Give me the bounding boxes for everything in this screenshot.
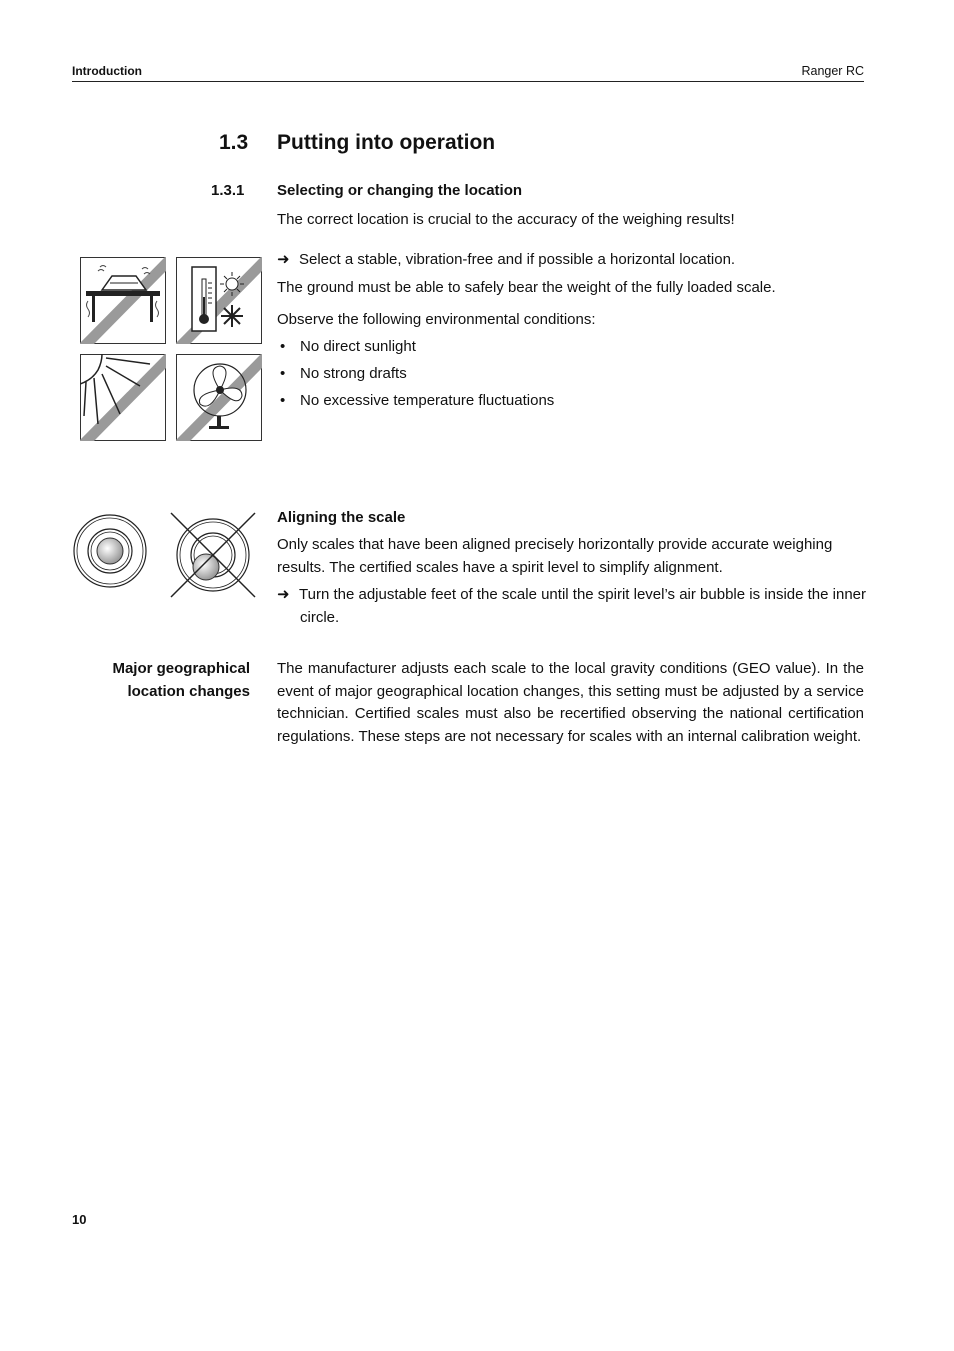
aligning-instruction [277,584,887,629]
list-item: • No strong drafts [277,363,407,385]
geo-side-label: Major geographical location changes [112,660,250,700]
running-header-section: Introduction [72,64,142,78]
list-item: • No excessive temperature fluctuations [277,390,554,412]
header-rule [72,81,864,82]
conditions-intro: Observe the following environmental conditions: [277,311,596,328]
running-header-product: Ranger RC [801,64,864,78]
level-wrong-icon [168,511,258,599]
section-number: 1.3 [219,131,249,154]
sunlight-icon [80,354,166,441]
level-correct-icon [72,513,148,589]
aligning-body: Only scales that have been aligned precisely horizontally provide accurate weighing results. The certified scales have a spirit level to simplify alignment. [277,536,833,576]
location-intro: The correct location is crucial to the accuracy of the weighing results! [277,211,735,228]
list-item: • No direct sunlight [277,336,416,358]
temperature-icon [176,257,262,344]
subsection-title: Selecting or changing the location [277,182,523,199]
aligning-instruction-text: Turn the adjustable feet of the scale until the spirit level’s air bubble is inside the inner circle. [299,586,866,626]
ground-note: The ground must be able to safely bear the weight of the fully loaded scale. [277,279,776,296]
geo-body: The manufacturer adjusts each scale to the local gravity conditions (GEO value). In the event of major geographical location changes, this setting must be adjusted by a service technician. Certified scales must also be recertified observing the national certification regulations. These steps are not necessary for scales with an internal calibration weight. [277,660,864,745]
section-title: Putting into operation [277,131,496,154]
location-instruction-text: Select a stable, vibration-free and if possible a horizontal location. [299,251,736,268]
vibrating-table-icon [80,257,166,344]
arrow-icon: ➜ [277,586,290,603]
subsection-number: 1.3.1 [211,182,245,199]
fan-draft-icon [176,354,262,441]
bullet-icon: • [280,365,286,382]
arrow-icon: ➜ [277,251,290,268]
bullet-icon: • [280,392,286,409]
page-number: 10 [72,1212,87,1227]
aligning-title: Aligning the scale [277,509,406,526]
bullet-icon: • [280,338,286,355]
location-instruction [277,249,864,272]
